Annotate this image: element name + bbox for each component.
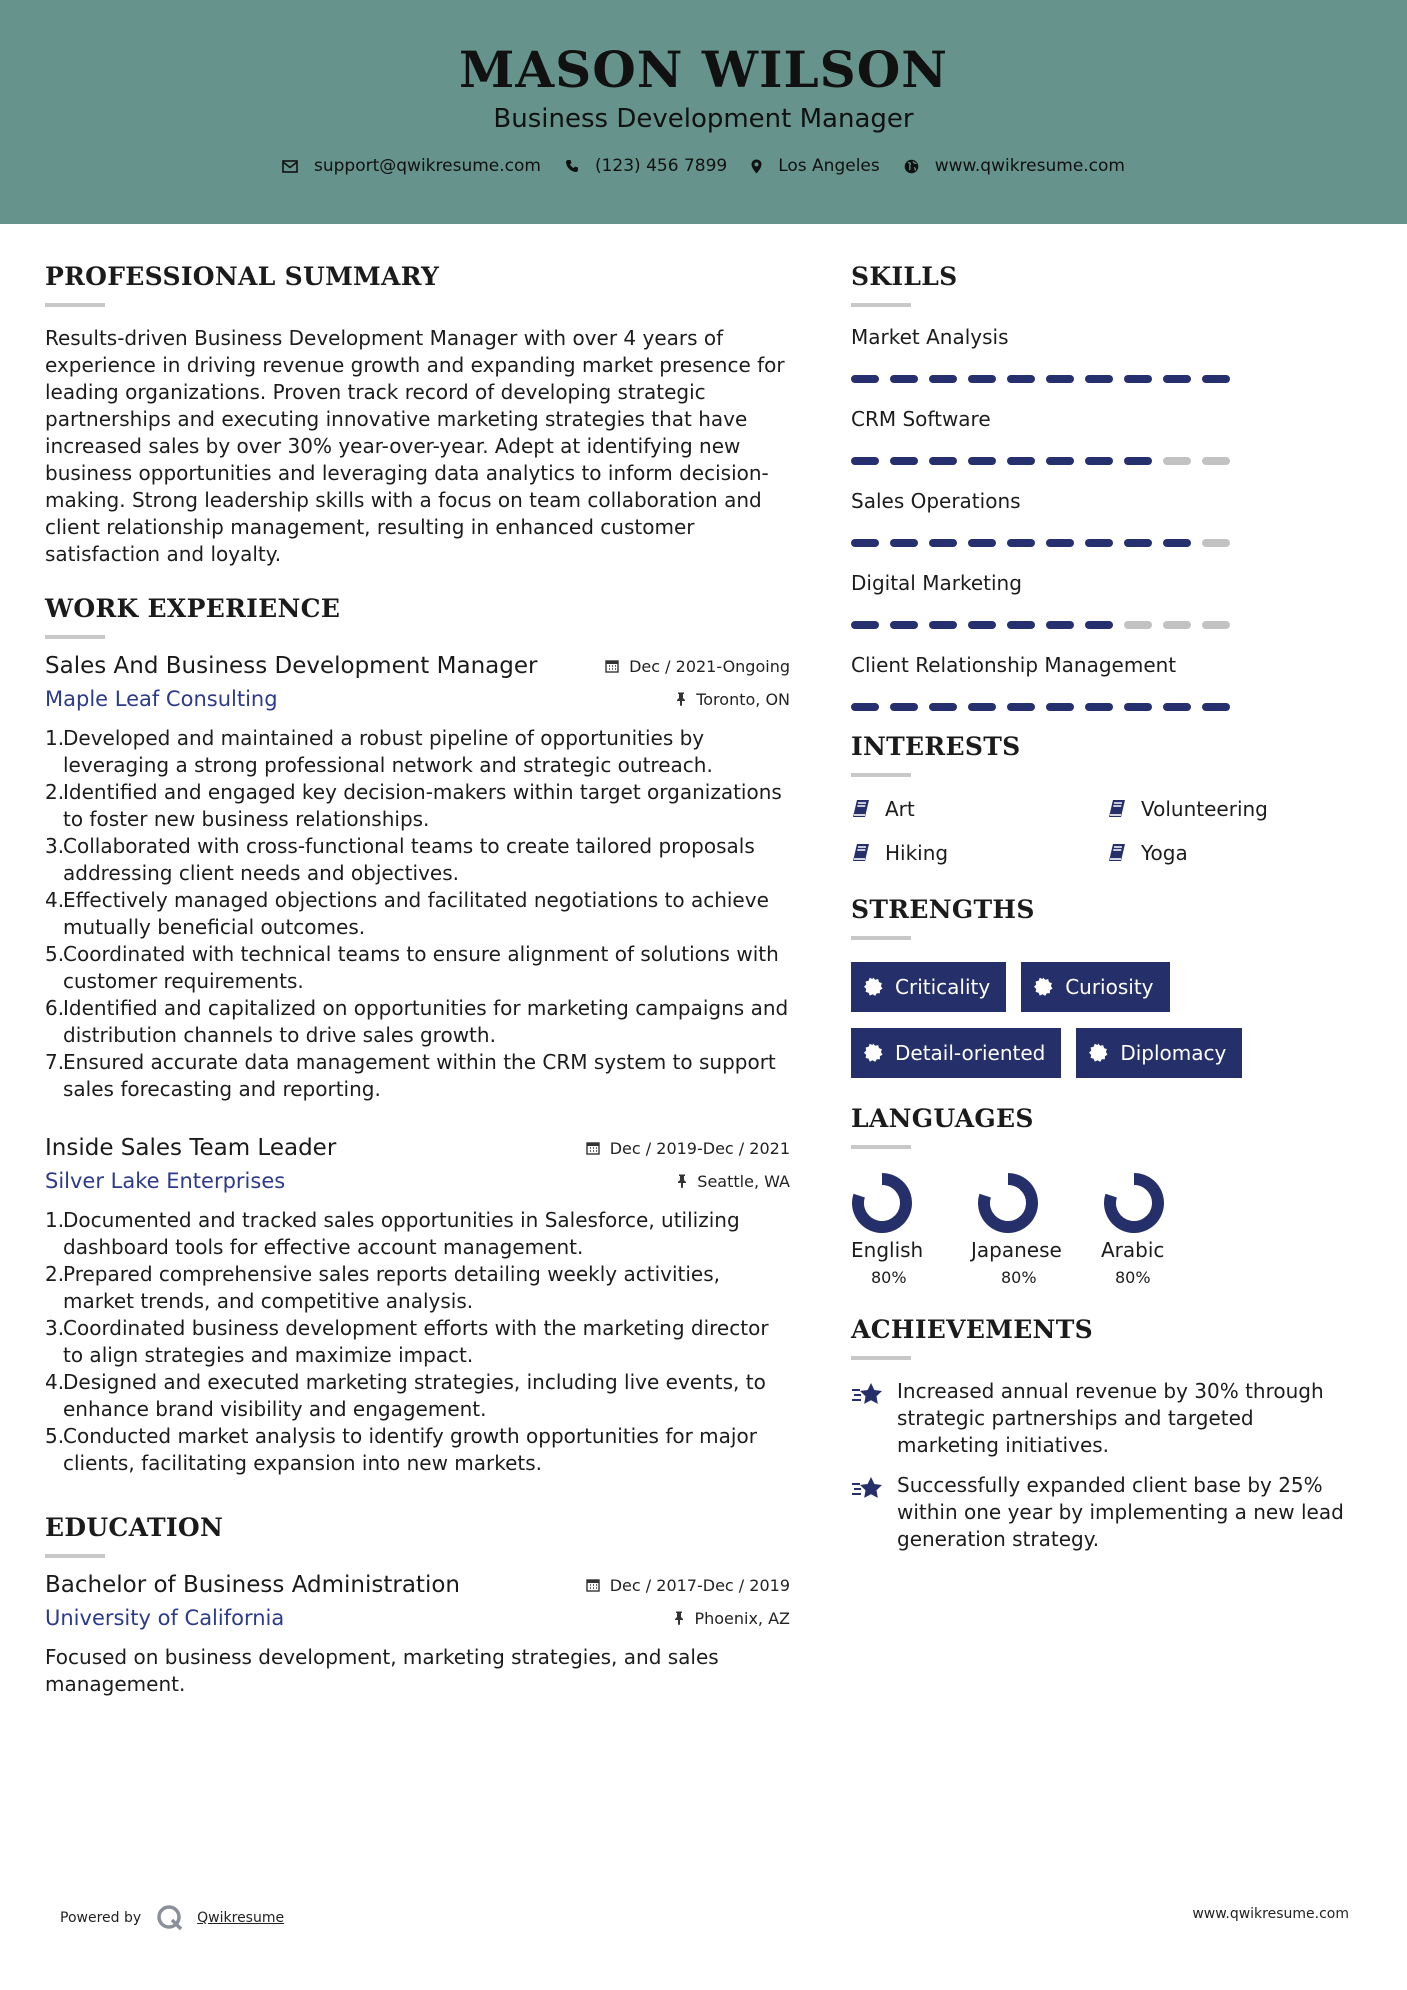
phone-icon: [565, 159, 579, 173]
language-percent: 80%: [1001, 1268, 1037, 1287]
star-icon: [851, 1476, 887, 1502]
skill-segment: [890, 703, 918, 711]
interests-heading: INTERESTS: [851, 732, 1021, 761]
contact-email[interactable]: [282, 156, 541, 176]
education-section: [45, 1513, 790, 1698]
section-divider: [851, 773, 911, 777]
strength-chip: [851, 1028, 1061, 1078]
strength-chip: [851, 962, 1006, 1012]
summary-section: [45, 262, 790, 568]
duty-text: Effectively managed objections and facilitated negotiations to achieve mutually beneficial outcomes.: [63, 888, 769, 939]
strength-label: Detail-oriented: [895, 1041, 1046, 1065]
achievements-section: [851, 1315, 1351, 1553]
skill-segment: [1085, 457, 1113, 465]
duty-number: 4.: [45, 888, 65, 912]
skill-segment: [968, 375, 996, 383]
skill-segment: [968, 457, 996, 465]
language-percent: 80%: [1115, 1268, 1151, 1287]
summary-heading: PROFESSIONAL SUMMARY: [45, 262, 440, 291]
skill-segment: [1202, 703, 1230, 711]
book-icon: [851, 799, 871, 819]
skill-segment: [929, 703, 957, 711]
envelope-icon: [282, 160, 298, 173]
skill-segment: [851, 703, 879, 711]
duty-number: 7.: [45, 1050, 65, 1074]
calendar-icon: [605, 659, 619, 673]
pushpin-icon: [674, 1611, 684, 1625]
duties-list: [45, 1207, 790, 1477]
job-location: [677, 1172, 790, 1191]
candidate-title: Business Development Manager: [493, 104, 914, 134]
skill-segment: [968, 539, 996, 547]
skill-segment: [1163, 621, 1191, 629]
duty-text: Designed and executed marketing strategies, including live events, to enhance brand visibility and engagement.: [63, 1370, 766, 1421]
duty-item: [45, 1207, 790, 1261]
languages-section: [851, 1104, 1351, 1287]
duty-number: 1.: [45, 1208, 65, 1232]
summary-text: Results-driven Business Development Manager with over 4 years of experience in driving revenue growth and expanding market presence for leading organizations. Proven track record of developing strategic partnerships and executing innovative marketing strategies that have increased sales by over 30% year-over-year. Adept at identifying new business opportunities and leveraging data analytics to inform decision-making. Strong leadership skills with a focus on team collaboration and client relationship management, resulting in enhanced customer satisfaction and loyalty.: [45, 326, 785, 566]
skill-segment: [1085, 621, 1113, 629]
duty-item: [45, 995, 790, 1049]
skill-name: Digital Marketing: [851, 571, 1022, 595]
duty-text: Documented and tracked sales opportunities in Salesforce, utilizing dashboard tools for effective account management.: [63, 1208, 740, 1259]
education-location-text: Phoenix, AZ: [694, 1608, 790, 1628]
duty-text: Developed and maintained a robust pipeline of opportunities by leveraging a strong professional network and strategic outreach.: [63, 726, 713, 777]
language-name: Japanese: [971, 1238, 1062, 1262]
interest-label: Art: [885, 797, 915, 821]
skill-level-bar: [851, 375, 1351, 383]
skill-segment: [851, 375, 879, 383]
skill-segment: [1124, 539, 1152, 547]
contact-location: [751, 156, 880, 176]
language-name: Arabic: [1101, 1238, 1165, 1262]
job-dates: [586, 1139, 790, 1158]
experience-heading: WORK EXPERIENCE: [45, 594, 341, 623]
interest-label: Yoga: [1141, 841, 1188, 865]
duty-number: 4.: [45, 1370, 65, 1394]
duty-item: [45, 833, 790, 887]
contact-phone[interactable]: [565, 156, 727, 176]
duty-number: 2.: [45, 780, 65, 804]
strengths-heading: STRENGTHS: [851, 895, 1035, 924]
skill-segment: [1124, 375, 1152, 383]
strength-label: Criticality: [895, 975, 991, 999]
degree-title: Bachelor of Business Administration: [45, 1572, 460, 1598]
section-divider: [851, 1145, 911, 1149]
section-divider: [45, 635, 105, 639]
education-description: Focused on business development, marketing strategies, and sales management.: [45, 1645, 719, 1696]
badge-icon: [1033, 977, 1053, 997]
language-ring: [1103, 1169, 1173, 1233]
job-location-text: Toronto, ON: [696, 689, 790, 709]
skill-item: [851, 571, 1351, 629]
achievement-item: [851, 1472, 1351, 1553]
duty-item: [45, 1049, 790, 1103]
strengths-section: [851, 895, 1351, 1094]
language-percent: 80%: [871, 1268, 907, 1287]
duty-number: 3.: [45, 834, 65, 858]
interest-item: [1107, 797, 1347, 821]
skill-segment: [929, 539, 957, 547]
skill-segment: [929, 375, 957, 383]
duty-item: [45, 887, 790, 941]
contact-website[interactable]: [904, 156, 1125, 176]
duty-item: [45, 1369, 790, 1423]
calendar-icon: [586, 1141, 600, 1155]
language-ring-arc: [858, 1179, 906, 1227]
strengths-list: [851, 962, 1311, 1094]
skill-segment: [1163, 703, 1191, 711]
company-name: Maple Leaf Consulting: [45, 687, 278, 711]
language-item: [851, 1169, 971, 1287]
interest-item: [851, 841, 1107, 865]
achievement-item: [851, 1378, 1351, 1459]
badge-icon: [1088, 1043, 1108, 1063]
education-entry: [45, 1572, 790, 1698]
skill-segment: [890, 539, 918, 547]
job-dates: [605, 657, 790, 676]
skill-segment: [1085, 375, 1113, 383]
interest-label: Hiking: [885, 841, 949, 865]
left-column: [45, 262, 790, 1698]
skill-segment: [890, 375, 918, 383]
skills-section: [851, 262, 1351, 711]
email-text: support@qwikresume.com: [314, 156, 541, 176]
powered-by-label: Powered by: [60, 1910, 142, 1926]
duty-text: Prepared comprehensive sales reports detailing weekly activities, market trends, and competitive analysis.: [63, 1262, 721, 1313]
skill-segment: [1163, 457, 1191, 465]
interest-item: [1107, 841, 1347, 865]
duty-text: Coordinated with technical teams to ensure alignment of solutions with customer requirements.: [63, 942, 779, 993]
skill-segment: [1163, 375, 1191, 383]
duty-number: 3.: [45, 1316, 65, 1340]
skill-segment: [890, 457, 918, 465]
skill-segment: [1163, 539, 1191, 547]
skill-segment: [1085, 539, 1113, 547]
languages-list: [851, 1169, 1351, 1287]
skill-segment: [968, 703, 996, 711]
skills-heading: SKILLS: [851, 262, 958, 291]
education-dates: [586, 1576, 790, 1595]
section-divider: [45, 303, 105, 307]
job-location: [676, 690, 790, 709]
skill-segment: [1007, 375, 1035, 383]
skill-segment: [1202, 457, 1230, 465]
skill-segment: [968, 621, 996, 629]
location-text: Los Angeles: [778, 156, 880, 176]
achievement-text: Increased annual revenue by 30% through strategic partnerships and targeted marketing initiatives.: [897, 1379, 1324, 1457]
website-text: www.qwikresume.com: [934, 156, 1125, 176]
skill-segment: [1124, 457, 1152, 465]
footer-powered-by: [60, 1903, 284, 1933]
skill-segment: [929, 457, 957, 465]
skill-level-bar: [851, 457, 1351, 465]
duty-item: [45, 779, 790, 833]
pushpin-icon: [677, 1174, 687, 1188]
skill-segment: [851, 539, 879, 547]
education-heading: EDUCATION: [45, 1513, 224, 1542]
duty-number: 5.: [45, 942, 65, 966]
duty-item: [45, 1261, 790, 1315]
language-item: [971, 1169, 1101, 1287]
job-dates-text: Dec / 2021-Ongoing: [629, 656, 790, 676]
duty-number: 6.: [45, 996, 65, 1020]
skill-segment: [1046, 703, 1074, 711]
skill-level-bar: [851, 621, 1351, 629]
section-divider: [851, 303, 911, 307]
interests-list: [851, 797, 1351, 865]
skill-segment: [1124, 703, 1152, 711]
skill-segment: [1007, 621, 1035, 629]
duty-item: [45, 725, 790, 779]
skills-list: [851, 325, 1351, 711]
section-divider: [45, 1554, 105, 1558]
duty-item: [45, 1423, 790, 1477]
book-icon: [851, 843, 871, 863]
interest-label: Volunteering: [1141, 797, 1268, 821]
skill-segment: [851, 457, 879, 465]
skill-name: Sales Operations: [851, 489, 1021, 513]
duty-text: Collaborated with cross-functional teams to create tailored proposals addressing client needs and objectives.: [63, 834, 755, 885]
skill-segment: [890, 621, 918, 629]
skill-segment: [1085, 703, 1113, 711]
duty-text: Identified and capitalized on opportunities for marketing campaigns and distribution channels to drive sales growth.: [63, 996, 789, 1047]
skill-name: Market Analysis: [851, 325, 1009, 349]
section-divider: [851, 1356, 911, 1360]
skill-segment: [1007, 539, 1035, 547]
job-dates-text: Dec / 2019-Dec / 2021: [609, 1138, 790, 1158]
skill-item: [851, 489, 1351, 547]
language-ring-arc: [1110, 1179, 1158, 1227]
job-location-text: Seattle, WA: [697, 1171, 790, 1191]
duty-number: 2.: [45, 1262, 65, 1286]
job-entry: [45, 1135, 790, 1477]
job-entry: [45, 653, 790, 1103]
skill-segment: [1046, 621, 1074, 629]
achievements-heading: ACHIEVEMENTS: [851, 1315, 1093, 1344]
skill-item: [851, 407, 1351, 465]
badge-icon: [863, 1043, 883, 1063]
contact-bar: [0, 156, 1407, 176]
strength-chip: [1021, 962, 1169, 1012]
skill-segment: [1007, 703, 1035, 711]
pushpin-icon: [676, 692, 686, 706]
interest-item: [851, 797, 1107, 821]
language-name: English: [851, 1238, 924, 1262]
skill-segment: [1046, 375, 1074, 383]
resume-header: [0, 0, 1407, 224]
duty-text: Ensured accurate data management within the CRM system to support sales forecasting and reporting.: [63, 1050, 776, 1101]
education-location: [674, 1609, 790, 1628]
book-icon: [1107, 843, 1127, 863]
footer-website[interactable]: www.qwikresume.com: [1192, 1906, 1349, 1922]
section-divider: [851, 936, 911, 940]
skill-segment: [1007, 457, 1035, 465]
jobs-list: [45, 653, 790, 1477]
skill-item: [851, 653, 1351, 711]
language-ring-arc: [984, 1179, 1032, 1227]
skill-segment: [1046, 457, 1074, 465]
company-name: Silver Lake Enterprises: [45, 1169, 286, 1193]
candidate-name: MASON WILSON: [459, 40, 948, 99]
badge-icon: [863, 977, 883, 997]
languages-heading: LANGUAGES: [851, 1104, 1034, 1133]
globe-icon: [904, 159, 919, 174]
duty-item: [45, 941, 790, 995]
language-ring: [851, 1169, 921, 1233]
skill-segment: [1202, 375, 1230, 383]
skill-level-bar: [851, 703, 1351, 711]
star-icon: [851, 1382, 887, 1408]
skill-name: Client Relationship Management: [851, 653, 1177, 677]
duty-text: Coordinated business development efforts with the marketing director to align strategies and maximize impact.: [63, 1316, 769, 1367]
achievement-text: Successfully expanded client base by 25% within one year by implementing a new lead generation strategy.: [897, 1473, 1344, 1551]
language-ring: [977, 1169, 1047, 1233]
duty-number: 5.: [45, 1424, 65, 1448]
skill-item: [851, 325, 1351, 383]
qwikresume-logo-icon: [155, 1903, 185, 1933]
school-name: University of California: [45, 1606, 285, 1630]
skill-segment: [851, 621, 879, 629]
interests-section: [851, 732, 1351, 865]
duty-item: [45, 1315, 790, 1369]
duties-list: [45, 725, 790, 1103]
right-column: [851, 262, 1351, 1566]
map-pin-icon: [751, 159, 762, 174]
skill-segment: [1202, 621, 1230, 629]
book-icon: [1107, 799, 1127, 819]
skill-segment: [1202, 539, 1230, 547]
calendar-icon: [586, 1578, 600, 1592]
job-role: Inside Sales Team Leader: [45, 1135, 337, 1161]
phone-text: (123) 456 7899: [594, 156, 728, 176]
skill-level-bar: [851, 539, 1351, 547]
skill-segment: [1046, 539, 1074, 547]
strength-chip: [1076, 1028, 1242, 1078]
skill-name: CRM Software: [851, 407, 991, 431]
language-item: [1101, 1169, 1221, 1287]
qwikresume-link[interactable]: Qwikresume: [197, 1910, 285, 1926]
strength-label: Diplomacy: [1120, 1041, 1227, 1065]
duty-number: 1.: [45, 726, 65, 750]
education-dates-text: Dec / 2017-Dec / 2019: [609, 1575, 790, 1595]
duty-text: Conducted market analysis to identify growth opportunities for major clients, facilitating expansion into new markets.: [63, 1424, 757, 1475]
duty-text: Identified and engaged key decision-makers within target organizations to foster new business relationships.: [63, 780, 782, 831]
skill-segment: [1124, 621, 1152, 629]
experience-section: [45, 594, 790, 1477]
skill-segment: [929, 621, 957, 629]
job-role: Sales And Business Development Manager: [45, 653, 538, 679]
strength-label: Curiosity: [1065, 975, 1154, 999]
